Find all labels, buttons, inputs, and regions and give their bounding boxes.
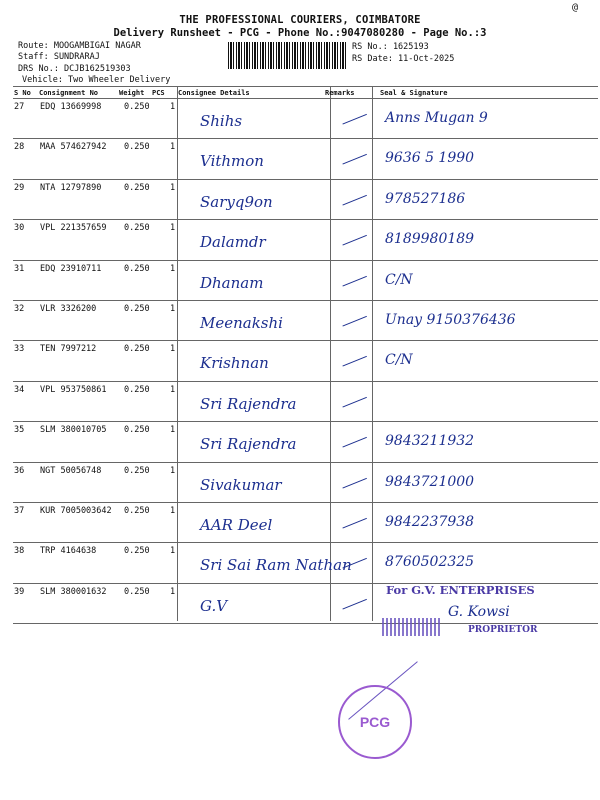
row-consignment-no: EDQ 23910711 [40, 263, 102, 274]
row-seal-signature: 978527186 [385, 190, 466, 207]
route-label: Route: MOOGAMBIGAI NAGAR [18, 41, 141, 51]
row-consignment-no: SLM 380001632 [40, 586, 107, 597]
row-seal-signature: 9636 5 1990 [385, 150, 475, 167]
row-weight: 0.250 [124, 546, 150, 557]
proprietor-label: PROPRIETOR [468, 625, 538, 635]
row-sno: 39 [14, 586, 25, 597]
row-weight: 0.250 [124, 586, 150, 597]
row-remark-tick [339, 267, 367, 286]
row-divider [13, 219, 598, 220]
row-consignee-handwriting: AAR Deel [200, 516, 273, 534]
row-pcs: 1 [170, 546, 176, 557]
row-consignee-handwriting: Saryq9on [200, 192, 273, 211]
row-remark-tick [339, 429, 367, 448]
row-divider [13, 421, 598, 422]
drs-number: DRS No.: DCJB162519303 [18, 64, 131, 74]
proprietor-signature: G. Kowsi [448, 604, 510, 620]
row-remark-tick [339, 550, 367, 569]
row-consignee-handwriting: Sri Rajendra [200, 435, 297, 454]
row-sno: 31 [14, 263, 25, 274]
column-divider [330, 86, 331, 621]
row-pcs: 1 [170, 142, 176, 153]
row-consignee-handwriting: Sri Rajendra [200, 394, 297, 413]
row-consignment-no: MAA 574627942 [40, 142, 107, 153]
col-remarks: Remarks [325, 89, 355, 97]
row-divider [13, 179, 598, 180]
row-weight: 0.250 [124, 506, 150, 516]
row-pcs: 1 [170, 344, 176, 355]
row-pcs: 1 [170, 223, 176, 234]
row-seal-signature: 9843721000 [385, 473, 475, 490]
row-sno: 33 [14, 344, 25, 355]
row-remark-tick [339, 186, 367, 205]
row-remark-tick [339, 509, 367, 528]
row-consignment-no: NGT 50056748 [40, 465, 102, 476]
row-weight: 0.250 [124, 182, 150, 193]
row-seal-signature: 8760502325 [385, 554, 475, 571]
row-divider [13, 138, 598, 139]
col-weight: Weight [119, 89, 145, 97]
row-consignment-no: SLM 380010705 [40, 425, 107, 436]
row-pcs: 1 [170, 263, 176, 274]
row-weight: 0.250 [124, 465, 150, 476]
row-sno: 32 [14, 304, 25, 314]
row-divider [13, 502, 598, 503]
row-remark-tick [339, 348, 367, 367]
pcg-seal [338, 685, 412, 759]
row-remark-tick [339, 146, 367, 165]
table-header-border [13, 98, 598, 99]
row-pcs: 1 [170, 465, 176, 476]
row-consignee-handwriting: Vithmon [200, 152, 264, 171]
row-pcs: 1 [170, 182, 176, 193]
row-consignment-no: VPL 953750861 [40, 384, 107, 395]
row-consignee-handwriting: Meenakshi [200, 314, 283, 332]
row-remark-tick [339, 469, 367, 488]
col-pcs: PCS [152, 89, 165, 97]
table-top-border [13, 86, 598, 87]
runsheet-title: Delivery Runsheet - PCG - Phone No.:9047080280 - Page No.:3 [113, 27, 487, 39]
row-sno: 35 [14, 425, 25, 436]
row-weight: 0.250 [124, 102, 150, 112]
staff-label: Staff: SUNDRARAJ [18, 52, 100, 62]
row-divider [13, 381, 598, 382]
row-sno: 37 [14, 506, 25, 516]
row-seal-signature: C/N [385, 271, 413, 288]
barcode [228, 42, 346, 69]
company-name: THE PROFESSIONAL COURIERS, COIMBATORE [179, 14, 421, 26]
row-consignee-handwriting: G.V [200, 596, 228, 615]
row-sno: 27 [14, 102, 25, 112]
row-weight: 0.250 [124, 263, 150, 274]
row-consignee-handwriting: Krishnan [200, 354, 269, 373]
row-pcs: 1 [170, 384, 176, 395]
row-remark-tick [339, 388, 367, 407]
row-remark-tick [339, 105, 367, 124]
row-consignee-handwriting: Sri Sai Ram Nathan [200, 556, 352, 575]
row-consignee-handwriting: Sivakumar [200, 475, 282, 494]
row-weight: 0.250 [124, 344, 150, 355]
row-remark-tick [339, 590, 367, 609]
row-consignment-no: TEN 7997212 [40, 344, 97, 355]
row-weight: 0.250 [124, 384, 150, 395]
row-divider [13, 462, 598, 463]
row-consignment-no: VPL 221357659 [40, 223, 107, 234]
row-seal-signature: 9842237938 [385, 514, 475, 530]
col-consignment: Consignment No [39, 89, 99, 97]
row-consignment-no: VLR 3326200 [40, 304, 97, 314]
col-consignee: Consignee Details [178, 89, 250, 97]
row-weight: 0.250 [124, 142, 150, 153]
row-consignee-handwriting: Dhanam [200, 273, 264, 292]
row-sno: 30 [14, 223, 25, 234]
row-pcs: 1 [170, 304, 176, 314]
row-remark-tick [339, 307, 367, 326]
row-weight: 0.250 [124, 223, 150, 234]
row-weight: 0.250 [124, 304, 150, 314]
column-divider [372, 86, 373, 621]
pcg-seal-text: PCG [359, 714, 391, 730]
row-consignment-no: KUR 7005003642 [40, 506, 112, 516]
col-seal: Seal & Signature [380, 89, 448, 97]
rs-date: RS Date: 11-Oct-2025 [352, 54, 455, 64]
row-divider [13, 260, 598, 261]
row-consignee-handwriting: Shihs [200, 112, 243, 130]
column-divider [177, 86, 178, 621]
row-sno: 36 [14, 465, 25, 476]
row-pcs: 1 [170, 425, 176, 436]
col-sno: S No [14, 89, 31, 97]
row-consignee-handwriting: Dalamdr [200, 233, 266, 252]
row-consignment-no: EDQ 13669998 [40, 102, 102, 112]
row-sno: 38 [14, 546, 25, 557]
stamp-seal-mark [382, 618, 442, 636]
row-weight: 0.250 [124, 425, 150, 436]
row-pcs: 1 [170, 506, 176, 516]
row-pcs: 1 [170, 102, 176, 112]
row-remark-tick [339, 227, 367, 246]
row-divider [13, 542, 598, 543]
row-divider [13, 300, 598, 301]
corner-mark: @ [572, 2, 579, 13]
row-seal-signature: C/N [385, 352, 413, 369]
rs-number: RS No.: 1625193 [352, 42, 429, 52]
row-divider [13, 340, 598, 341]
row-sno: 29 [14, 182, 25, 193]
row-pcs: 1 [170, 586, 176, 597]
row-sno: 34 [14, 384, 25, 395]
row-seal-signature: 8189980189 [385, 231, 475, 248]
row-seal-signature: Anns Mugan 9 [385, 110, 488, 126]
row-consignment-no: TRP 4164638 [40, 546, 97, 557]
row-seal-signature: Unay 9150376436 [385, 312, 516, 328]
row-seal-signature: 9843211932 [385, 433, 475, 450]
vehicle-label: Vehicle: Two Wheeler Delivery [22, 75, 171, 85]
enterprise-stamp: For G.V. ENTERPRISES [386, 583, 535, 597]
row-consignment-no: NTA 12797890 [40, 182, 102, 193]
row-sno: 28 [14, 142, 25, 153]
